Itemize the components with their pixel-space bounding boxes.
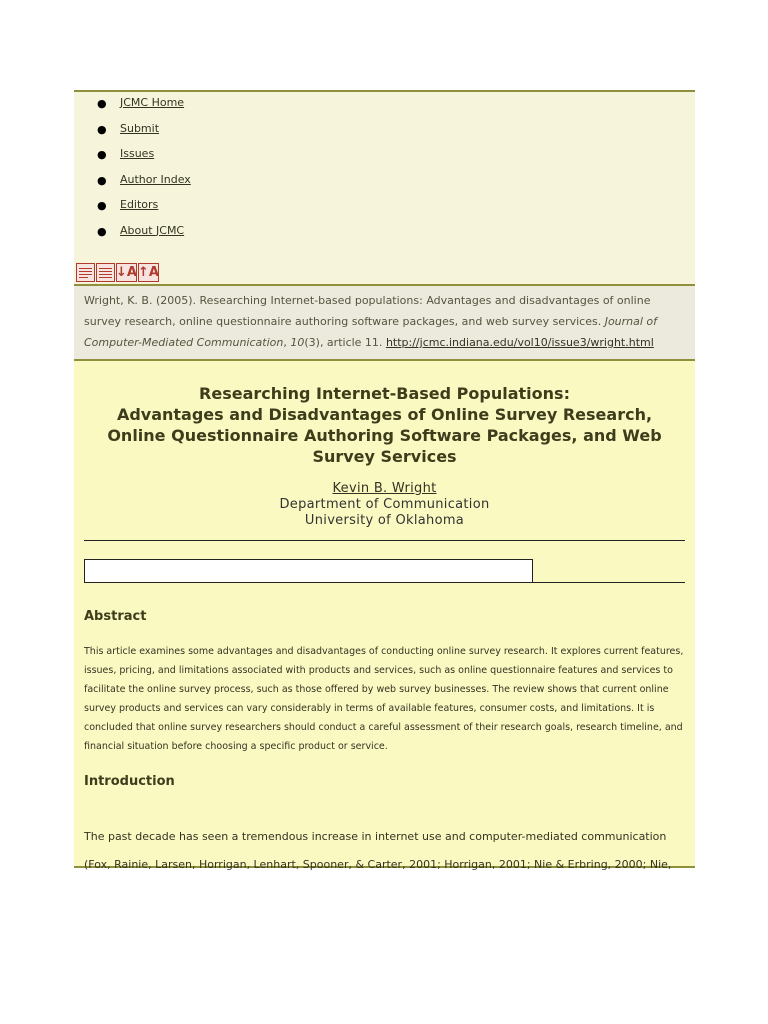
abstract-text: This article examines some advantages and disadvantages of conducting online survey research. It explores current features, issues, pricing, and limitations associated with products and services, such as online questionnaire features and services to facilitate the online survey process, such as those offered by web survey businesses. The review shows that current online survey products and services can vary considerably in terms of available features, consumer costs, and limitations. It is concluded that online survey researchers should conduct a careful assessment of their research goals, research timeline, and financial situation before choosing a specific product or service.	[84, 646, 684, 752]
introduction-heading: Introduction	[84, 774, 175, 789]
introduction-text: The past decade has seen a tremendous increase in internet use and computer-mediated communication (Fox, Rainie, Larsen, Horrigan, Lenhart, Spooner, & Carter, 2001; Horrigan, 2001; Nie & Erbring, 2000; Nie,	[84, 830, 672, 871]
title-line: Advantages and Disadvantages of Online Survey Research,	[116, 405, 653, 424]
nav-panel	[74, 90, 695, 284]
article-title	[84, 383, 685, 467]
decrease-font-button[interactable]: ↓A	[116, 265, 137, 280]
nav-item-about-jcmc	[74, 222, 695, 248]
nav-item-author-index	[74, 171, 695, 197]
bullet-icon: ●	[97, 173, 107, 187]
nav-link-editors[interactable]: Editors	[120, 198, 159, 211]
justify-icon[interactable]	[96, 263, 115, 282]
author-link[interactable]: Kevin B. Wright	[332, 481, 437, 496]
nav-link-issues[interactable]: Issues	[120, 147, 155, 160]
nav-link-about-jcmc[interactable]: About JCMC	[120, 223, 185, 237]
bullet-icon: ●	[97, 224, 107, 238]
bullet-icon: ●	[97, 148, 107, 161]
align-left-icon[interactable]	[76, 263, 95, 282]
nav-item-issues	[74, 145, 695, 171]
reading-tools	[76, 263, 159, 282]
citation-text: Wright, K. B. (2005). Researching Internet-based populations: Advantages and disadvantages of online survey research, online questionnaire authoring software packages, and web survey services.	[84, 294, 651, 328]
increase-font-button[interactable]: ↑A	[138, 265, 159, 280]
citation-sep: ,	[283, 336, 291, 349]
citation-url-link[interactable]: http://jcmc.indiana.edu/vol10/issue3/wright.html	[385, 336, 654, 349]
author-department: Department of Communication	[279, 497, 490, 512]
nav-item-jcmc-home	[74, 94, 695, 120]
nav-link-jcmc-home[interactable]: JCMC Home	[120, 96, 185, 109]
page	[74, 90, 695, 871]
empty-box	[84, 559, 533, 583]
bullet-icon: ●	[97, 122, 107, 136]
citation-journal: Journal of Computer-Mediated Communication	[84, 315, 658, 349]
nav-link-submit[interactable]: Submit	[120, 121, 160, 135]
title-line: Survey Services	[312, 447, 457, 466]
abstract-heading: Abstract	[84, 609, 147, 624]
nav-list	[74, 94, 695, 247]
divider	[84, 540, 685, 541]
box-row	[84, 559, 685, 583]
title-line: Researching Internet-Based Populations:	[199, 384, 570, 403]
bullet-icon: ●	[97, 97, 107, 110]
title-line: Online Questionnaire Authoring Software Packages, and Web	[107, 426, 662, 445]
citation-issue: (3), article 11.	[304, 336, 386, 349]
bullet-icon: ●	[97, 199, 107, 212]
citation-box	[74, 284, 695, 361]
author-university: University of Oklahoma	[304, 513, 465, 528]
nav-item-submit	[74, 120, 695, 146]
article-body	[74, 361, 695, 871]
nav-link-author-index[interactable]: Author Index	[120, 172, 191, 186]
nav-item-editors	[74, 196, 695, 222]
citation-volume: 10	[290, 336, 305, 349]
author-block	[84, 481, 685, 529]
divider	[531, 582, 685, 583]
